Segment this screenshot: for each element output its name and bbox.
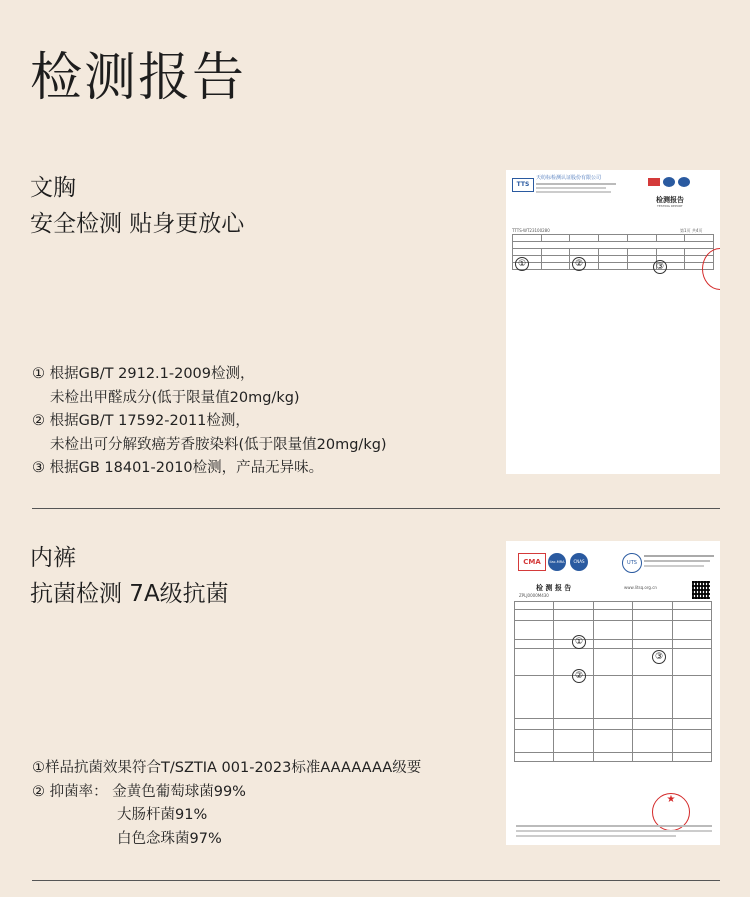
note-line: ② 抑菌率： 金黄色葡萄球菌99% xyxy=(32,783,246,800)
marker-3: ③ xyxy=(652,650,666,664)
tts-logo-icon: TTS xyxy=(512,178,534,192)
page-title: 检测报告 xyxy=(30,48,247,108)
org-name-line xyxy=(644,555,714,557)
uts-logo-icon: UTS xyxy=(622,553,642,573)
section-divider xyxy=(32,880,720,881)
report-address-line xyxy=(536,187,606,189)
report-number: ZPLJ0000M430 xyxy=(519,593,549,598)
section-bra-subtitle: 安全检测 贴身更放心 xyxy=(30,211,245,237)
qr-code-icon xyxy=(692,581,710,599)
note-line: 未检出可分解致癌芳香胺染料(低于限量值20mg/kg) xyxy=(50,436,387,453)
section-bra-notes xyxy=(32,363,387,481)
bra-test-report-image xyxy=(506,170,720,474)
report-heading: 检测报告 xyxy=(656,196,684,204)
ilac-logo-icon: ilac-MRA xyxy=(548,553,566,571)
note-line: 大肠杆菌91% xyxy=(117,807,208,823)
report-table xyxy=(512,234,714,270)
section-underwear-notes xyxy=(32,757,421,851)
report-org-name: 天纺标检测认证股份有限公司 xyxy=(536,175,602,181)
report-table xyxy=(514,601,712,762)
underwear-test-report-image xyxy=(506,541,720,845)
note-line: 白色念珠菌97% xyxy=(117,830,222,847)
report-number: TTTS-WT23100280 xyxy=(512,228,550,233)
section-underwear-heading xyxy=(30,540,229,612)
marker-2: ② xyxy=(572,669,586,683)
cma-logo-icon xyxy=(648,178,660,186)
section-bra-heading xyxy=(30,170,244,242)
footer-line xyxy=(516,825,712,827)
report-address-line xyxy=(536,183,616,185)
report-address-line xyxy=(536,191,611,193)
org-name-line xyxy=(644,560,710,562)
report-heading-en: TESTING REPORT xyxy=(657,204,683,208)
cnas-logo-icon xyxy=(678,177,690,187)
marker-1: ① xyxy=(515,257,529,271)
note-line: ①样品抗菌效果符合T/SZTIA 001-2023标准AAAAAAA级要 xyxy=(32,760,422,776)
marker-3: ③ xyxy=(653,260,667,274)
report-heading: 检 测 报 告 xyxy=(536,584,572,592)
org-name-line xyxy=(644,565,704,567)
report-seal-stamp: ★ xyxy=(652,793,690,831)
report-website: www.litsq.org.cn xyxy=(624,585,657,590)
section-bra-title: 文胸 xyxy=(30,175,76,201)
note-line: ③ 根据GB 18401-2010检测，产品无异味。 xyxy=(32,460,324,476)
footer-line xyxy=(516,830,712,832)
section-underwear-subtitle: 抗菌检测 7A级抗菌 xyxy=(30,581,229,607)
marker-2: ② xyxy=(572,257,586,271)
cnas-logo-icon: CNAS xyxy=(570,553,588,571)
note-line: ② 根据GB/T 17592-2011检测， xyxy=(32,413,250,429)
section-underwear-title: 内裤 xyxy=(30,545,76,571)
cma-logo-icon: CMA xyxy=(518,553,546,571)
note-line: 未检出甲醛成分(低于限量值20mg/kg) xyxy=(50,389,300,406)
report-page-number: 第1页 共4页 xyxy=(680,228,703,233)
ilac-logo-icon xyxy=(663,177,675,187)
marker-1: ① xyxy=(572,635,586,649)
footer-line xyxy=(516,835,676,837)
note-line: ① 根据GB/T 2912.1-2009检测， xyxy=(32,366,255,382)
section-divider xyxy=(32,508,720,509)
